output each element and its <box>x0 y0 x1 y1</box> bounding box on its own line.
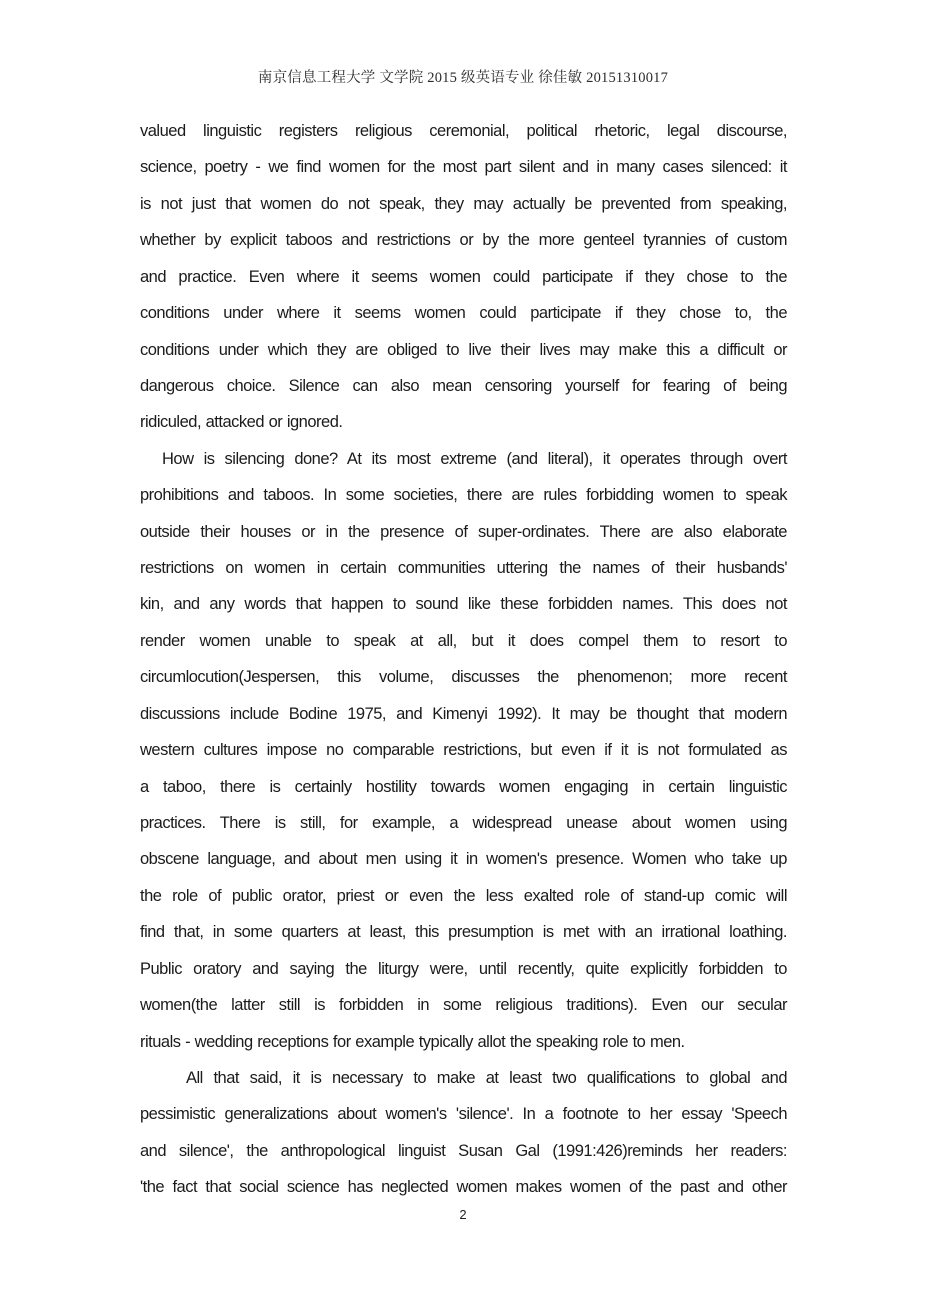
text-line: is not just that women do not speak, they may actually be prevented from speaking, <box>140 194 787 213</box>
text-line: conditions under where it seems women could participate if they chose to, the <box>140 304 787 323</box>
text-line: Public oratory and saying the liturgy were, until recently, quite explicitly forbidden to <box>140 959 787 978</box>
text-line: restrictions on women in certain communities uttering the names of their husbands' <box>140 559 787 578</box>
text-line: obscene language, and about men using it in women's presence. Women who take up <box>140 850 787 869</box>
text-line: science, poetry - we find women for the most part silent and in many cases silenced: it <box>140 158 787 177</box>
text-line: and silence', the anthropological linguist Susan Gal (1991:426)reminds her readers: <box>140 1141 787 1160</box>
text-line: pessimistic generalizations about women's 'silence'. In a footnote to her essay 'Speech <box>140 1105 787 1124</box>
text-line: circumlocution(Jespersen, this volume, discusses the phenomenon; more recent <box>140 668 787 687</box>
text-line: ridiculed, attacked or ignored. <box>140 413 343 432</box>
text-line: dangerous choice. Silence can also mean censoring yourself for fearing of being <box>140 376 787 395</box>
text-line: women(the latter still is forbidden in some religious traditions). Even our secular <box>140 996 787 1015</box>
text-line: and practice. Even where it seems women could participate if they chose to the <box>140 267 787 286</box>
text-line: render women unable to speak at all, but it does compel them to resort to <box>140 631 787 650</box>
page-header: 南京信息工程大学 文学院 2015 级英语专业 徐佳敏 20151310017 <box>257 70 669 86</box>
text-line: western cultures impose no comparable restrictions, but even if it is not formulated as <box>140 741 787 760</box>
text-line: All that said, it is necessary to make at least two qualifications to global and <box>186 1068 787 1087</box>
text-line: practices. There is still, for example, a widespread unease about women using <box>140 814 787 833</box>
text-line: rituals - wedding receptions for example typically allot the speaking role to men. <box>140 1032 685 1051</box>
text-line: a taboo, there is certainly hostility towards women engaging in certain linguistic <box>140 777 787 796</box>
text-line: discussions include Bodine 1975, and Kimenyi 1992). It may be thought that modern <box>140 704 787 723</box>
text-line: outside their houses or in the presence of super-ordinates. There are also elaborate <box>140 522 787 541</box>
text-line: How is silencing done? At its most extreme (and literal), it operates through overt <box>162 449 787 468</box>
page-number: 2 <box>459 1207 467 1222</box>
text-line: whether by explicit taboos and restrictions or by the more genteel tyrannies of custom <box>140 231 787 250</box>
text-line: prohibitions and taboos. In some societies, there are rules forbidding women to speak <box>140 486 787 505</box>
text-line: find that, in some quarters at least, this presumption is met with an irrational loathing. <box>140 923 787 942</box>
document-body <box>140 113 787 1206</box>
text-line: conditions under which they are obliged to live their lives may make this a difficult or <box>140 340 787 359</box>
text-line: valued linguistic registers religious ceremonial, political rhetoric, legal discourse, <box>140 122 787 140</box>
text-line: 'the fact that social science has neglected women makes women of the past and other <box>140 1178 787 1197</box>
text-line: kin, and any words that happen to sound like these forbidden names. This does not <box>140 595 787 614</box>
text-line: the role of public orator, priest or even the less exalted role of stand-up comic will <box>140 886 787 905</box>
